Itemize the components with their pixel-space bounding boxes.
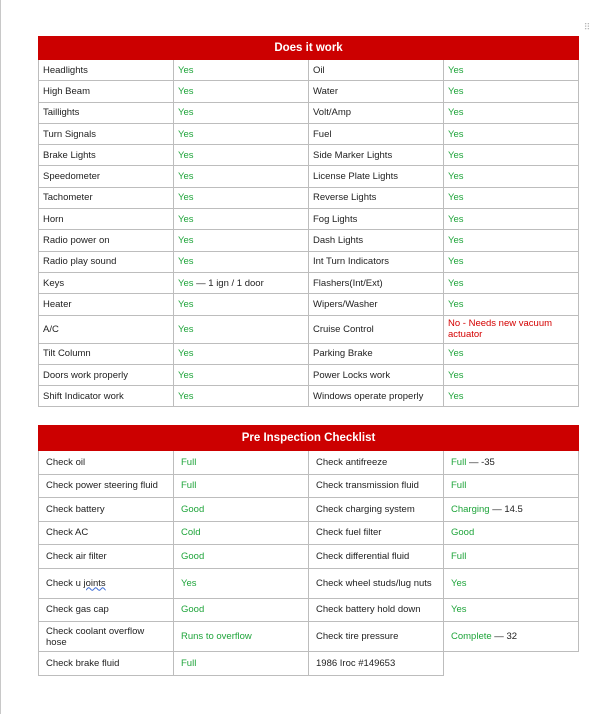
item-label-cell xyxy=(309,474,444,498)
item-value-cell xyxy=(444,568,579,598)
item-value: Yes xyxy=(448,192,464,204)
item-value: Yes xyxy=(448,256,464,268)
item-value: Yes xyxy=(448,85,464,97)
table-row xyxy=(39,343,579,364)
item-label: Headlights xyxy=(43,64,88,76)
item-label: Power Locks work xyxy=(313,369,391,381)
item-label: Shift Indicator work xyxy=(43,390,124,402)
item-value: Yes xyxy=(448,235,464,247)
item-value-cell xyxy=(174,145,309,166)
item-label-cell xyxy=(39,166,174,187)
item-value-cell xyxy=(444,315,579,343)
item-label: Volt/Amp xyxy=(313,107,352,119)
item-label-cell xyxy=(309,272,444,293)
item-label: Check battery hold down xyxy=(316,604,421,616)
item-label-cell xyxy=(39,294,174,315)
item-value: Yes xyxy=(178,369,194,381)
item-value: Cold xyxy=(181,527,201,539)
item-label: Check AC xyxy=(46,527,89,539)
item-label: Fuel xyxy=(313,128,332,140)
item-label: A/C xyxy=(43,323,59,335)
item-value: Yes xyxy=(178,323,194,335)
item-label: Check air filter xyxy=(46,550,107,562)
item-value: Yes xyxy=(178,107,194,119)
item-label-cell xyxy=(39,521,174,545)
item-label: Tachometer xyxy=(43,192,93,204)
item-label-cell xyxy=(39,343,174,364)
table-row xyxy=(39,166,579,187)
item-label: Check oil xyxy=(46,456,86,468)
item-label-cell xyxy=(309,498,444,522)
item-value: Yes xyxy=(448,369,464,381)
item-value-cell xyxy=(174,272,309,293)
table-row xyxy=(39,521,579,545)
table-row xyxy=(39,209,579,230)
item-value: Yes xyxy=(448,298,464,310)
item-label: Taillights xyxy=(43,107,80,119)
item-label: Check antifreeze xyxy=(316,456,388,468)
does-it-work-table xyxy=(38,36,579,407)
table-row xyxy=(39,498,579,522)
item-value: Yes xyxy=(178,277,194,289)
table-row xyxy=(39,364,579,385)
item-value: Yes xyxy=(178,128,194,140)
item-value: Yes xyxy=(178,256,194,268)
item-label: High Beam xyxy=(43,85,90,97)
item-value-cell xyxy=(174,386,309,407)
item-value: Good xyxy=(181,604,205,616)
item-value-cell xyxy=(174,166,309,187)
table-title: Does it work xyxy=(39,37,579,60)
item-value-cell xyxy=(444,386,579,407)
item-value: Complete xyxy=(451,631,492,642)
table-row xyxy=(39,568,579,598)
item-value-cell xyxy=(444,187,579,208)
item-value-cell xyxy=(174,60,309,81)
item-value: Yes xyxy=(181,577,197,589)
table-row xyxy=(39,230,579,251)
item-value: Runs to overflow xyxy=(181,631,252,642)
item-value-cell xyxy=(444,474,579,498)
table-row xyxy=(39,386,579,407)
item-value-cell xyxy=(174,81,309,102)
item-label: Turn Signals xyxy=(43,128,96,140)
item-label-cell xyxy=(309,60,444,81)
item-label: Check u joints xyxy=(46,577,106,589)
item-value: Yes xyxy=(448,149,464,161)
item-label: Check power steering fluid xyxy=(46,480,158,492)
item-label: Check tire pressure xyxy=(316,631,399,642)
item-value: No - Needs new vacuum actuator xyxy=(448,318,553,341)
item-label: Dash Lights xyxy=(313,235,364,247)
item-label-cell xyxy=(39,315,174,343)
table-row xyxy=(39,451,579,475)
table-row xyxy=(39,315,579,343)
table-row xyxy=(39,545,579,569)
item-label: Side Marker Lights xyxy=(313,149,393,161)
item-value-cell xyxy=(174,343,309,364)
item-label-cell xyxy=(309,294,444,315)
item-label: Water xyxy=(313,85,338,97)
table-row xyxy=(39,598,579,622)
item-label: Doors work properly xyxy=(43,369,128,381)
item-value-cell xyxy=(444,451,579,475)
item-value-cell xyxy=(174,622,309,652)
item-label-cell xyxy=(39,123,174,144)
item-label: Check coolant overflow hose xyxy=(46,625,145,648)
item-label: Heater xyxy=(43,298,72,310)
item-value-cell xyxy=(444,272,579,293)
item-label: Brake Lights xyxy=(43,149,96,161)
item-value-cell xyxy=(174,568,309,598)
item-label-cell xyxy=(309,622,444,652)
item-label: Reverse Lights xyxy=(313,192,377,204)
item-label-cell xyxy=(309,545,444,569)
table-row xyxy=(39,123,579,144)
item-value-cell xyxy=(174,521,309,545)
table-row xyxy=(39,294,579,315)
item-value-cell xyxy=(174,187,309,208)
item-label: Check charging system xyxy=(316,503,415,515)
item-value-cell xyxy=(174,102,309,123)
item-label: Windows operate properly xyxy=(313,390,424,402)
item-value: Yes xyxy=(448,171,464,183)
table-row xyxy=(39,272,579,293)
item-label-cell xyxy=(309,123,444,144)
item-value: Full xyxy=(451,480,467,492)
item-label-cell xyxy=(39,545,174,569)
item-label: Wipers/Washer xyxy=(313,298,378,310)
item-value-cell xyxy=(444,343,579,364)
item-label-cell xyxy=(309,386,444,407)
item-label: Check fuel filter xyxy=(316,527,382,539)
item-value: Charging xyxy=(451,503,490,515)
item-value: Yes xyxy=(448,64,464,76)
item-value: Yes xyxy=(178,235,194,247)
item-value-cell xyxy=(174,451,309,475)
item-value: Yes xyxy=(451,604,467,616)
item-value-cell xyxy=(444,498,579,522)
item-value: Yes xyxy=(448,128,464,140)
item-label-cell xyxy=(39,498,174,522)
item-label-cell xyxy=(309,81,444,102)
item-note: — 1 ign / 1 door xyxy=(193,277,264,289)
item-value: Yes xyxy=(178,348,194,360)
item-value-cell xyxy=(444,60,579,81)
item-label-cell xyxy=(39,386,174,407)
item-value: Yes xyxy=(448,277,464,289)
item-label: Horn xyxy=(43,213,64,225)
item-value-cell xyxy=(174,315,309,343)
item-label-cell xyxy=(39,364,174,385)
item-label-cell xyxy=(39,102,174,123)
item-value-cell xyxy=(174,598,309,622)
item-label-cell xyxy=(39,187,174,208)
item-value: Yes xyxy=(178,298,194,310)
item-label-cell xyxy=(309,568,444,598)
item-value: Yes xyxy=(178,390,194,402)
item-label: Check brake fluid xyxy=(46,657,120,669)
item-value: Yes xyxy=(178,213,194,225)
item-value-cell xyxy=(444,251,579,272)
item-note: — 32 xyxy=(491,631,518,642)
item-label-cell xyxy=(39,451,174,475)
item-label: License Plate Lights xyxy=(313,171,399,183)
item-value: Yes xyxy=(178,85,194,97)
item-value: Yes xyxy=(178,64,194,76)
item-label-cell xyxy=(39,230,174,251)
item-value-cell xyxy=(444,622,579,652)
item-value-cell xyxy=(444,166,579,187)
item-label-cell xyxy=(39,209,174,230)
item-label: Radio power on xyxy=(43,235,110,247)
item-value: Good xyxy=(181,503,205,515)
item-label: Fog Lights xyxy=(313,213,358,225)
item-value-cell xyxy=(174,123,309,144)
item-value-cell xyxy=(174,209,309,230)
item-value: Full xyxy=(181,480,197,492)
item-value-cell xyxy=(174,294,309,315)
drag-handle-icon[interactable]: ⠿ xyxy=(583,23,591,33)
item-value-cell xyxy=(444,81,579,102)
item-label: Check transmission fluid xyxy=(316,480,419,492)
item-value: Full xyxy=(451,456,467,468)
item-label-cell xyxy=(309,166,444,187)
item-label: Cruise Control xyxy=(313,323,374,335)
item-label-cell xyxy=(309,187,444,208)
item-label-cell xyxy=(39,251,174,272)
item-value-cell xyxy=(444,123,579,144)
item-label-cell xyxy=(309,451,444,475)
item-value: Yes xyxy=(178,171,194,183)
item-label-cell xyxy=(309,251,444,272)
item-label: Check battery xyxy=(46,503,105,515)
item-value-cell xyxy=(444,145,579,166)
item-value: Yes xyxy=(448,348,464,360)
item-value: Yes xyxy=(451,577,467,589)
item-label-cell xyxy=(39,474,174,498)
item-label-cell xyxy=(309,102,444,123)
item-label: Parking Brake xyxy=(313,348,373,360)
item-note: — -35 xyxy=(466,456,495,468)
item-value: Full xyxy=(181,456,197,468)
item-value-cell xyxy=(444,230,579,251)
item-note: — 14.5 xyxy=(489,503,523,515)
item-label-cell xyxy=(309,598,444,622)
item-label-cell xyxy=(309,652,444,676)
item-label-cell xyxy=(39,598,174,622)
item-value-cell xyxy=(174,364,309,385)
item-value: Yes xyxy=(448,390,464,402)
item-label: Check wheel studs/lug nuts xyxy=(316,577,432,589)
item-label-cell xyxy=(39,272,174,293)
item-label: Int Turn Indicators xyxy=(313,256,390,268)
item-label-cell xyxy=(309,315,444,343)
item-value-cell xyxy=(174,498,309,522)
item-value-cell xyxy=(174,474,309,498)
item-value-cell xyxy=(174,230,309,251)
item-value-cell xyxy=(174,545,309,569)
item-value: Full xyxy=(451,550,467,562)
item-label: Check differential fluid xyxy=(316,550,410,562)
table-row xyxy=(39,145,579,166)
item-value: Yes xyxy=(178,192,194,204)
table-row xyxy=(39,187,579,208)
item-label: Keys xyxy=(43,277,65,289)
table-row xyxy=(39,81,579,102)
item-label-cell xyxy=(309,364,444,385)
table-row xyxy=(39,652,579,676)
item-label-cell xyxy=(309,145,444,166)
pre-inspection-checklist-table xyxy=(38,425,579,676)
item-label-cell xyxy=(39,568,174,598)
table-row xyxy=(39,251,579,272)
item-label-cell xyxy=(39,622,174,652)
item-value-cell xyxy=(444,294,579,315)
item-value-cell xyxy=(444,209,579,230)
item-value-cell xyxy=(444,652,579,676)
item-value-cell xyxy=(444,598,579,622)
item-value-cell xyxy=(174,652,309,676)
item-label: Radio play sound xyxy=(43,256,117,268)
item-label: Speedometer xyxy=(43,171,101,183)
item-label: Oil xyxy=(313,64,325,76)
item-value: Yes xyxy=(448,107,464,119)
table-row xyxy=(39,622,579,652)
item-label-cell xyxy=(39,145,174,166)
spellcheck-underline: joints xyxy=(83,577,106,589)
item-label: Tilt Column xyxy=(43,348,91,360)
item-label: Flashers(Int/Ext) xyxy=(313,277,383,289)
item-label: Check gas cap xyxy=(46,604,109,616)
item-value: Yes xyxy=(178,149,194,161)
item-label-cell xyxy=(39,652,174,676)
table-row xyxy=(39,474,579,498)
item-label: 1986 Iroc #149653 xyxy=(316,657,396,669)
table-title: Pre Inspection Checklist xyxy=(39,426,579,451)
page-left-edge xyxy=(0,0,1,714)
item-value: Full xyxy=(181,657,197,669)
item-value: Good xyxy=(451,527,475,539)
table-row xyxy=(39,102,579,123)
item-label-cell xyxy=(309,209,444,230)
item-label-cell xyxy=(309,230,444,251)
item-label-cell xyxy=(309,343,444,364)
item-value-cell xyxy=(444,521,579,545)
item-label-cell xyxy=(39,60,174,81)
item-label-cell xyxy=(309,521,444,545)
item-label-cell xyxy=(39,81,174,102)
item-value-cell xyxy=(444,545,579,569)
item-value: Good xyxy=(181,550,205,562)
item-value: Yes xyxy=(448,213,464,225)
table-row xyxy=(39,60,579,81)
item-value-cell xyxy=(444,102,579,123)
item-value-cell xyxy=(174,251,309,272)
item-value-cell xyxy=(444,364,579,385)
